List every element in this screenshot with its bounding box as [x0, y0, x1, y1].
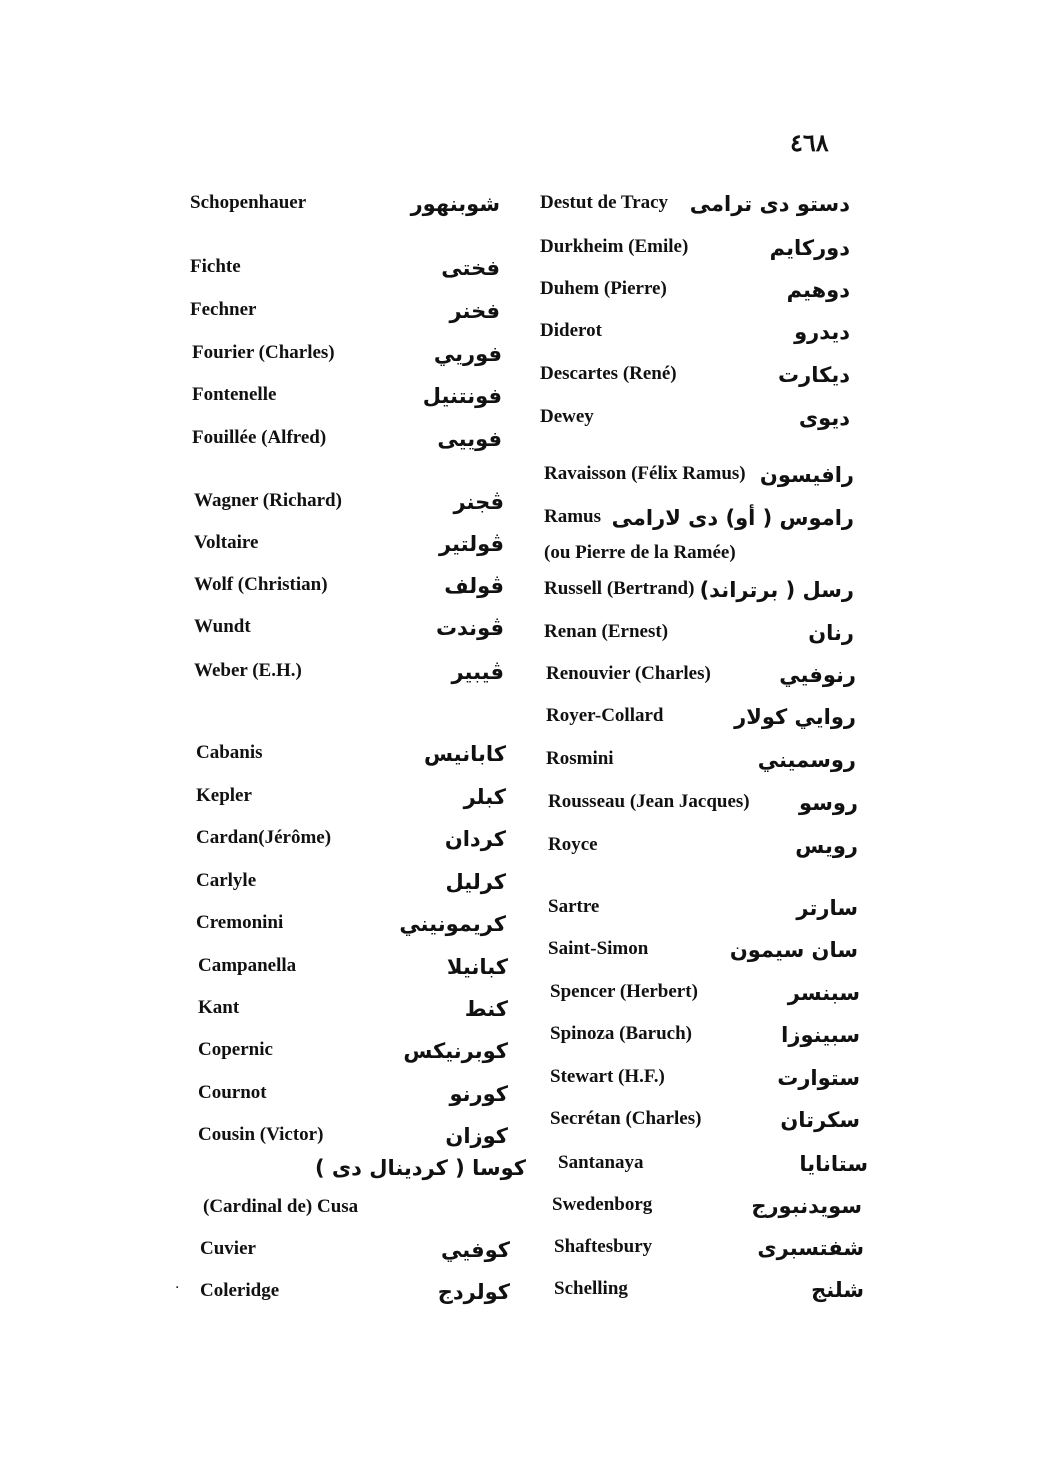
arabic-name: سكرتان — [780, 1108, 860, 1132]
latin-name: Secrétan (Charles) — [550, 1108, 702, 1129]
arabic-name: رنان — [808, 621, 854, 645]
right-column-entry — [550, 1056, 860, 1092]
arabic-name: روسو — [799, 791, 858, 815]
latin-name: (ou Pierre de la Ramée) — [544, 542, 736, 563]
arabic-name: كبلر — [463, 785, 506, 809]
arabic-name: راموس ( أو) دى لارامى — [611, 506, 854, 530]
left-column-entry — [200, 1270, 510, 1306]
right-column-entry — [540, 268, 850, 304]
arabic-name: كنط — [464, 997, 508, 1021]
arabic-name: ڤولف — [444, 574, 504, 598]
arabic-name: رويس — [795, 834, 858, 858]
latin-name: Cuvier — [200, 1238, 256, 1259]
left-column-entry — [190, 289, 500, 325]
latin-name: Santanaya — [558, 1152, 644, 1173]
right-column-entry — [558, 1142, 868, 1178]
right-column-entry — [550, 1098, 860, 1134]
latin-name: Shaftesbury — [554, 1236, 653, 1257]
latin-name: Rosmini — [546, 748, 614, 769]
left-column-entry — [192, 332, 502, 368]
arabic-name: فخنر — [449, 299, 500, 323]
latin-name: Rousseau (Jean Jacques) — [548, 791, 750, 812]
page-number: ٤٦٨ — [790, 128, 829, 157]
arabic-name: رنوفيي — [779, 663, 856, 687]
left-column-entry — [194, 564, 504, 600]
latin-name: Fourier (Charles) — [192, 342, 335, 363]
arabic-name: سبينوزا — [781, 1023, 860, 1047]
latin-name: Diderot — [540, 320, 602, 341]
arabic-name: سان سيمون — [729, 938, 858, 962]
left-column-entry — [198, 945, 508, 981]
latin-name: Weber (E.H.) — [194, 660, 302, 681]
arabic-name: سارتر — [796, 896, 858, 920]
right-column-entry — [544, 568, 854, 604]
arabic-name: شوبنهور — [410, 192, 500, 216]
latin-name: Ravaisson (Félix Ramus) — [544, 463, 746, 484]
arabic-name: رافيسون — [759, 463, 854, 487]
arabic-name: ستانايا — [799, 1152, 868, 1176]
arabic-name: ديوى — [798, 406, 850, 430]
left-column-entry — [198, 1072, 508, 1108]
arabic-name: سبنسر — [787, 981, 860, 1005]
arabic-name: روسميني — [757, 748, 856, 772]
latin-name: Cremonini — [196, 912, 284, 933]
latin-name: Campanella — [198, 955, 297, 976]
arabic-name: دوهيم — [786, 278, 850, 302]
latin-name: Duhem (Pierre) — [540, 278, 667, 299]
left-column-entry — [190, 182, 500, 218]
arabic-name: فونتنيل — [422, 384, 502, 408]
right-column-entry — [540, 182, 850, 218]
arabic-name: سويدنبورج — [751, 1194, 862, 1218]
arabic-name: دستو دى ترامى — [689, 192, 850, 216]
arabic-name: كابانيس — [423, 742, 506, 766]
left-column-entry — [194, 606, 504, 642]
arabic-name: ڤيبير — [451, 660, 504, 684]
right-column-entry — [546, 738, 856, 774]
latin-name: Fontenelle — [192, 384, 277, 405]
right-column-entry — [548, 824, 858, 860]
right-column-entry — [546, 653, 856, 689]
arabic-name: كوبرنيكس — [403, 1039, 508, 1063]
latin-name: Durkheim (Emile) — [540, 236, 689, 257]
left-column-entry — [194, 522, 504, 558]
arabic-name: ديدرو — [794, 320, 850, 344]
right-column-entry — [550, 971, 860, 1007]
latin-name: Wundt — [194, 616, 251, 637]
left-column-entry — [196, 902, 506, 938]
left-column-entry — [196, 732, 506, 768]
latin-name: Spinoza (Baruch) — [550, 1023, 692, 1044]
latin-name: Wagner (Richard) — [194, 490, 342, 511]
right-column-entry — [554, 1268, 864, 1304]
right-column-entry — [544, 453, 854, 489]
latin-name: Descartes (René) — [540, 363, 677, 384]
left-column-entry — [196, 817, 506, 853]
latin-name: Saint-Simon — [548, 938, 649, 959]
arabic-name: ديكارت — [778, 363, 850, 387]
right-column-entry — [548, 886, 858, 922]
latin-name: Renouvier (Charles) — [546, 663, 711, 684]
left-column-entry — [190, 246, 500, 282]
right-column-entry — [554, 1226, 864, 1262]
latin-name: Sartre — [548, 896, 600, 917]
arabic-name: ڤوندت — [435, 616, 504, 640]
latin-name: Ramus — [544, 506, 602, 527]
left-column-entry — [194, 650, 504, 686]
latin-name: Dewey — [540, 406, 594, 427]
arabic-name: فوريي — [433, 342, 502, 366]
latin-name: Spencer (Herbert) — [550, 981, 698, 1002]
latin-name: Cousin (Victor) — [198, 1124, 324, 1145]
latin-name: Russell (Bertrand) — [544, 578, 695, 599]
arabic-name: كوفيي — [441, 1238, 510, 1262]
arabic-name: ستوارت — [777, 1066, 860, 1090]
latin-name: Stewart (H.F.) — [550, 1066, 665, 1087]
arabic-name: كردان — [444, 827, 506, 851]
margin-mark: · — [175, 1280, 180, 1296]
latin-name: Copernic — [198, 1039, 273, 1060]
left-column-entry — [196, 775, 506, 811]
right-column-entry — [544, 532, 854, 568]
latin-name: Voltaire — [194, 532, 259, 553]
right-column-entry — [548, 781, 858, 817]
arabic-name: شلنج — [811, 1278, 864, 1302]
left-column-entry — [198, 1029, 508, 1065]
latin-name: Fechner — [190, 299, 257, 320]
right-column-entry — [540, 226, 850, 262]
left-column-entry — [194, 480, 504, 516]
latin-name: Kepler — [196, 785, 252, 806]
latin-name: Fouillée (Alfred) — [192, 427, 327, 448]
latin-name: Royer-Collard — [546, 705, 664, 726]
right-column-entry — [540, 353, 850, 389]
latin-name: Destut de Tracy — [540, 192, 669, 213]
left-column-entry — [192, 417, 502, 453]
right-column-entry — [548, 928, 858, 964]
arabic-name: كوزان — [445, 1124, 508, 1148]
left-column-entry — [198, 987, 508, 1023]
latin-name: Schopenhauer — [190, 192, 307, 213]
latin-name: Royce — [548, 834, 598, 855]
latin-name: Kant — [198, 997, 240, 1018]
latin-name: Carlyle — [196, 870, 257, 891]
cusa-latin: (Cardinal de) Cusa — [203, 1196, 359, 1217]
latin-name: Swedenborg — [552, 1194, 653, 1215]
arabic-name: فختى — [441, 256, 500, 280]
left-column-entry — [198, 1114, 508, 1150]
arabic-name: ڤجنر — [453, 490, 504, 514]
arabic-name: شفتسبرى — [757, 1236, 864, 1260]
arabic-name: كريمونيني — [399, 912, 506, 936]
arabic-name: كرليل — [445, 870, 506, 894]
latin-name: Fichte — [190, 256, 241, 277]
arabic-name: رسل ( برتراند) — [699, 578, 854, 602]
arabic-name: كولردج — [437, 1280, 510, 1304]
right-column-entry — [544, 611, 854, 647]
right-column-entry — [540, 310, 850, 346]
latin-name: Schelling — [554, 1278, 628, 1299]
left-column-entry — [196, 860, 506, 896]
right-column-entry — [552, 1184, 862, 1220]
left-column-entry — [200, 1228, 510, 1264]
latin-name: Renan (Ernest) — [544, 621, 669, 642]
arabic-name: فوييى — [437, 427, 502, 451]
arabic-name: ڤولتير — [438, 532, 504, 556]
latin-name: Wolf (Christian) — [194, 574, 328, 595]
latin-name: Coleridge — [200, 1280, 280, 1301]
arabic-name: كبانيلا — [446, 955, 508, 979]
latin-name: Cabanis — [196, 742, 263, 763]
latin-name: Cournot — [198, 1082, 267, 1103]
arabic-name: روايي كولار — [734, 705, 856, 729]
right-column-entry — [540, 396, 850, 432]
right-column-entry — [544, 496, 854, 532]
right-column-entry — [550, 1013, 860, 1049]
left-column-entry — [192, 374, 502, 410]
latin-name: Cardan(Jérôme) — [196, 827, 332, 848]
arabic-name: دوركايم — [769, 236, 850, 260]
right-column-entry — [546, 695, 856, 731]
arabic-name: كورنو — [449, 1082, 508, 1106]
cusa-arabic: كوسا ( كردينال دى ) — [315, 1156, 526, 1180]
